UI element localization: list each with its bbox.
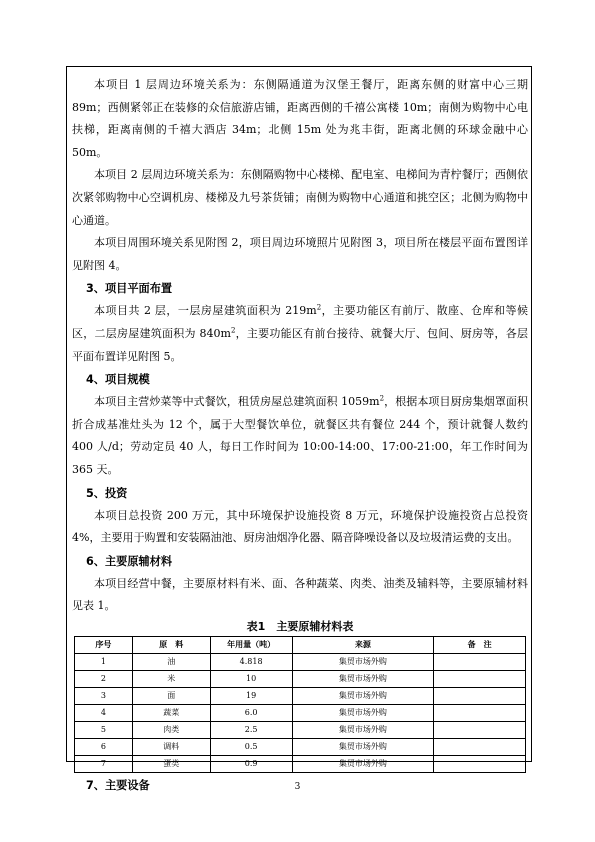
table-header-row xyxy=(75,636,526,653)
cell-usage: 10 xyxy=(210,670,292,687)
document-body xyxy=(72,74,528,797)
cell-source: 集贸市场外购 xyxy=(292,653,434,670)
cell-material: 油 xyxy=(132,653,210,670)
header-material: 原 料 xyxy=(132,636,210,653)
cell-index: 7 xyxy=(75,755,133,772)
paragraph-scale: 本项目主营炒菜等中式餐饮，租赁房屋总建筑面积 $1059m^2$，根据本项目厨房集烟罩面积折合成基准灶头为 12 个，属于大型餐饮单位，就餐区共有餐位 244 个，预计就餐人数约 400 人/d；劳动定员 40 人，每日工作时间为 10:00-14:00、17:00-21:00，年工作时间为 365 天。 xyxy=(72,394,529,476)
cell-material: 面 xyxy=(132,687,210,704)
materials-table xyxy=(74,636,526,773)
section-heading-scale: 4、项目规模 xyxy=(86,373,150,387)
header-remarks: 备 注 xyxy=(434,636,526,653)
cell-usage: 0.9 xyxy=(210,755,292,772)
table-row xyxy=(75,704,526,721)
cell-index: 5 xyxy=(75,721,133,738)
section-heading-layout: 3、项目平面布置 xyxy=(86,282,173,296)
superscript-2: 2 xyxy=(379,394,385,403)
cell-material: 蛋类 xyxy=(132,755,210,772)
cell-material: 肉类 xyxy=(132,721,210,738)
cell-remarks xyxy=(434,721,526,738)
cell-index: 4 xyxy=(75,704,133,721)
table-row xyxy=(75,755,526,772)
cell-material: 米 xyxy=(132,670,210,687)
table-row xyxy=(75,670,526,687)
section-heading-investment: 5、投资 xyxy=(86,486,128,500)
table-row xyxy=(75,653,526,670)
cell-source: 集贸市场外购 xyxy=(292,704,434,721)
cell-remarks xyxy=(434,755,526,772)
paragraph-surroundings-figures: 本项目周围环境关系见附图 2，项目周边环境照片见附图 3，项目所在楼层平面布置图详见附图 4。 xyxy=(72,236,528,272)
cell-remarks xyxy=(434,653,526,670)
cell-remarks xyxy=(434,670,526,687)
cell-usage: 0.5 xyxy=(210,738,292,755)
page-number: 3 xyxy=(294,782,301,792)
cell-usage: 6.0 xyxy=(210,704,292,721)
superscript-2: 2 xyxy=(316,303,322,312)
cell-source: 集贸市场外购 xyxy=(292,738,434,755)
section-heading-equipment: 7、主要设备 xyxy=(86,778,150,792)
cell-material: 蔬菜 xyxy=(132,704,210,721)
paragraph-floor2-surroundings: 本项目 2 层周边环境关系为：东侧隔购物中心楼梯、配电室、电梯间为青柠餐厅；西侧依次紧邻购物中心空调机房、楼梯及九号茶货铺；南侧为购物中心通道和挑空区；北侧为购物中心通道。 xyxy=(72,168,528,227)
paragraph-investment: 本项目总投资 200 万元，其中环境保护设施投资 8 万元，环境保护设施投资占总投资 4%，主要用于购置和安装隔油池、厨房油烟净化器、隔音降噪设备以及垃圾清运费的支出。 xyxy=(72,508,528,545)
cell-index: 3 xyxy=(75,687,133,704)
paragraph-materials: 本项目经营中餐，主要原材料有米、面、各种蔬菜、肉类、油类及辅料等，主要原辅材料见表 1。 xyxy=(72,576,528,613)
cell-source: 集贸市场外购 xyxy=(292,755,434,772)
section-heading-materials: 6、主要原辅材料 xyxy=(86,554,173,568)
table-row xyxy=(75,738,526,755)
header-annual-usage: 年用量（吨） xyxy=(210,636,292,653)
cell-remarks xyxy=(434,738,526,755)
table-row xyxy=(75,721,526,738)
cell-usage: 19 xyxy=(210,687,292,704)
cell-source: 集贸市场外购 xyxy=(292,670,434,687)
cell-index: 6 xyxy=(75,738,133,755)
header-index: 序号 xyxy=(75,636,133,653)
cell-index: 2 xyxy=(75,670,133,687)
cell-index: 1 xyxy=(75,653,133,670)
paragraph-floor1-surroundings: 本项目 1 层周边环境关系为：东侧隔通道为汉堡王餐厅，距离东侧的财富中心三期 89m；西侧紧邻正在装修的众信旅游店铺，距离西侧的千禧公寓楼 10m；南侧为购物中心电扶梯，距离南侧的千禧大酒店 34m；北侧 15m 处为兆丰街，距离北侧的环球金融中心 50m。 xyxy=(72,78,528,159)
cell-material: 调料 xyxy=(132,738,210,755)
cell-remarks xyxy=(434,704,526,721)
cell-source: 集贸市场外购 xyxy=(292,721,434,738)
cell-usage: 2.5 xyxy=(210,721,292,738)
paragraph-layout: 本项目共 2 层，一层房屋建筑面积为 $219m^2$，主要功能区有前厅、散座、仓库和等候区，二层房屋建筑面积为 $840m^2$，主要功能区有前台接待、就餐大厅、包间、厨房等，各层平面布置详见附图 5。 xyxy=(72,303,528,363)
cell-remarks xyxy=(434,687,526,704)
header-source: 来源 xyxy=(292,636,434,653)
superscript-2: 2 xyxy=(230,326,236,335)
cell-usage: 4.818 xyxy=(210,653,292,670)
table-caption: 表1 主要原辅材料表 xyxy=(246,619,354,633)
cell-source: 集贸市场外购 xyxy=(292,687,434,704)
table-row xyxy=(75,687,526,704)
